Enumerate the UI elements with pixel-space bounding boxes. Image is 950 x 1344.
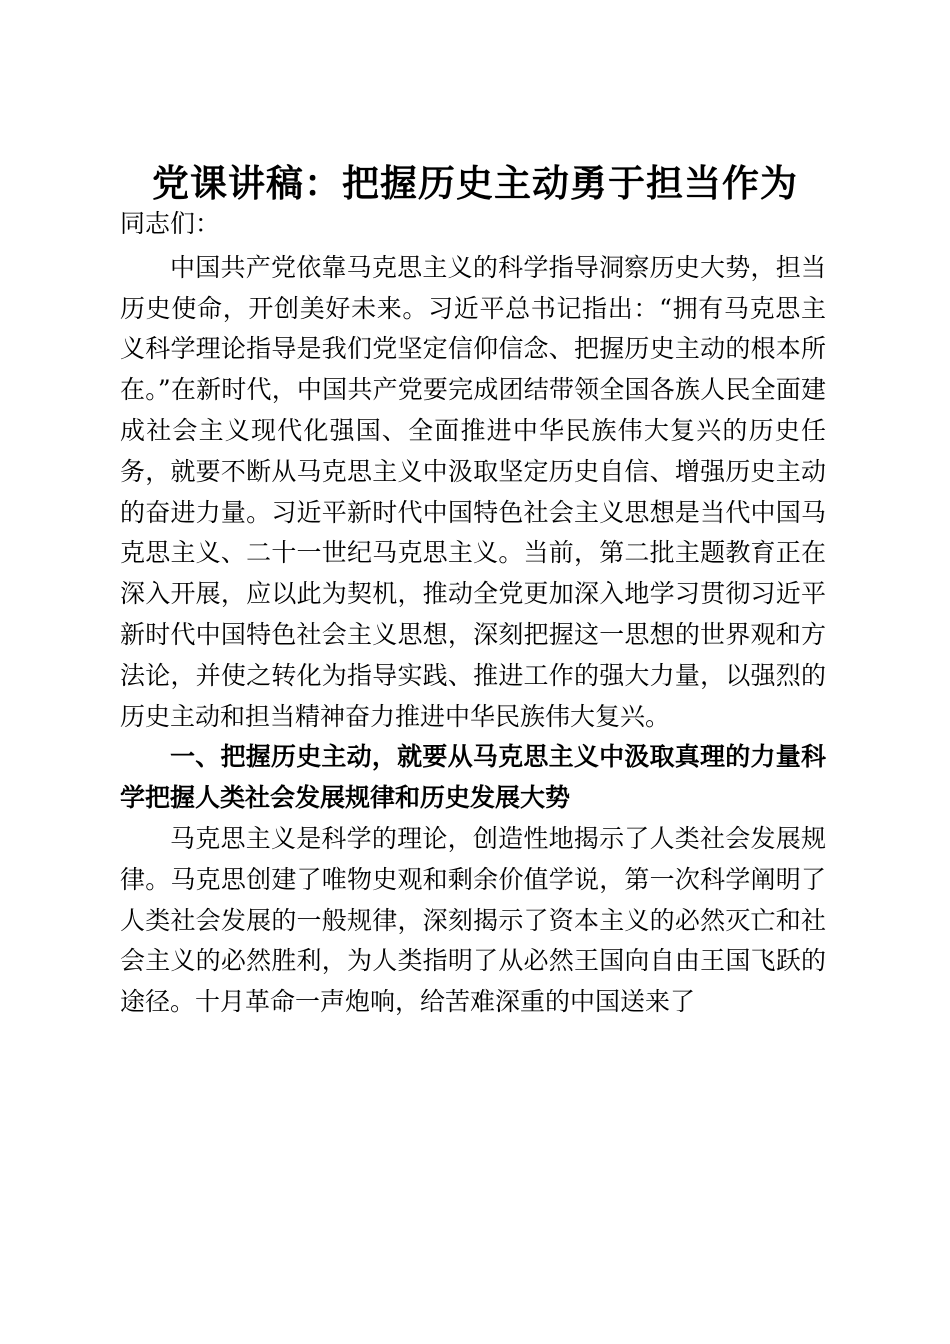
section-heading-1: 一、把握历史主动，就要从马克思主义中汲取真理的力量科学把握人类社会发展规律和历史发展大势 <box>120 742 826 813</box>
document-title: 党课讲稿：把握历史主动勇于担当作为 <box>152 160 798 205</box>
document-body <box>120 204 826 1023</box>
paragraph-intro: 中国共产党依靠马克思主义的科学指导洞察历史大势，担当历史使命，开创美好未来。习近平总书记指出：“拥有马克思主义科学理论指导是我们党坚定信仰信念、把握历史主动的根本所在。”在新时代，中国共产党要完成团结带领全国各族人民全面建成社会主义现代化强国、全面推进中华民族伟大复兴的历史任务，就要不断从马克思主义中汲取坚定历史自信、增强历史主动的奋进力量。习近平新时代中国特色社会主义思想是当代中国马克思主义、二十一世纪马克思主义。当前，第二批主题教育正在深入开展，应以此为契机，推动全党更加深入地学习贯彻习近平新时代中国特色社会主义思想，深刻把握这一思想的世界观和方法论，并使之转化为指导实践、推进工作的强大力量，以强烈的历史主动和担当精神奋力推进中华民族伟大复兴。 <box>120 252 826 731</box>
paragraph-section-1: 马克思主义是科学的理论，创造性地揭示了人类社会发展规律。马克思创建了唯物史观和剩余价值学说，第一次科学阐明了人类社会发展的一般规律，深刻揭示了资本主义的必然灭亡和社会主义的必然胜利，为人类指明了从必然王国向自由王国飞跃的途径。十月革命一声炮响，给苦难深重的中国送来了 <box>120 823 826 1017</box>
salutation: 同志们： <box>120 209 221 238</box>
